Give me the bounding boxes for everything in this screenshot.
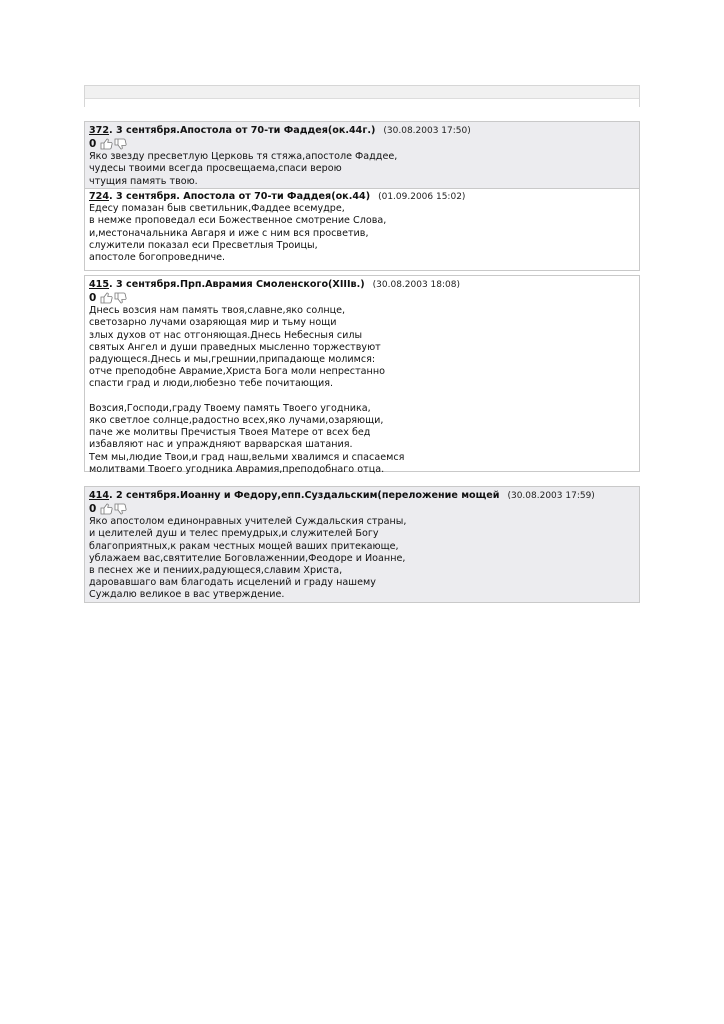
- thumbs-up-icon[interactable]: [100, 292, 113, 304]
- top-bar-divider: [85, 98, 639, 107]
- entry-header: [89, 279, 635, 291]
- top-bar: [84, 85, 640, 107]
- entry-724: [84, 189, 640, 271]
- entry-415: [84, 275, 640, 475]
- rating-row: [89, 502, 635, 516]
- thumbs-down-icon[interactable]: [114, 503, 127, 515]
- entry-text: Яко звезду пресветлую Церковь тя стяжа,апостоле Фаддее, чудесы твоими всегда просвещаема,спаси верою чтущия память твою.: [89, 151, 398, 187]
- entry-title: . 3 сентября.Апостола от 70-ти Фаддея(ок.44г.): [109, 125, 376, 136]
- entry-title: . 2 сентября.Иоанну и Федору,епп.Суздальским(переложение мощей: [109, 490, 500, 501]
- rating-row: [89, 291, 635, 305]
- entry-title: . 3 сентября. Апостола от 70-ти Фаддея(ок.44): [109, 191, 371, 202]
- entry-number-link[interactable]: 415: [89, 279, 110, 290]
- entry-text: Едесу помазан быв светильник,Фаддее всемудре, в немже проповедал еси Божественное смотрение Слова, и,местоначальника Авгаря и иже с ним вся просветив, служители показал еси Пресветлыя Троицы, апостоле богопроведниче.: [89, 203, 387, 264]
- entry-number-link[interactable]: 724: [89, 191, 110, 202]
- thumbs-up-icon[interactable]: [100, 138, 113, 150]
- thumbs-down-icon[interactable]: [114, 292, 127, 304]
- entry-date: (30.08.2003 18:08): [372, 280, 460, 290]
- entry-372: [84, 121, 640, 189]
- rating-score: 0: [89, 292, 97, 305]
- entry-header: [89, 490, 635, 502]
- entry-title: . 3 сентября.Прп.Аврамия Смоленского(XIIIв.): [109, 279, 365, 290]
- entry-header: [89, 125, 635, 137]
- rating-score: 0: [89, 138, 97, 151]
- entry-header: [89, 191, 635, 203]
- rating-score: 0: [89, 503, 97, 516]
- thumbs-up-icon[interactable]: [100, 503, 113, 515]
- entry-date: (30.08.2003 17:59): [507, 491, 595, 501]
- entry-414: [84, 486, 640, 603]
- entry-date: (01.09.2006 15:02): [378, 192, 466, 202]
- entry-text: Днесь возсия нам память твоя,славне,яко солнце, светозарно лучами озаряющая мир и тьму нощи злых духов от нас отгоняющая.Днесь Небесныя силы святых Ангел и души праведных мысленно торжествуют радующеся.Днесь и мы,грешнии,припадающе молимся: отче преподобне Аврамие,Христа Бога моли непрестанно спасти град и люди,любезно тебе почитающия. Возсия,Господи,граду Твоему память Твоего угодника, яко светлое солнце,радостно всех,яко лучами,озаряющи, паче же молитвы Пречистыя Твоея Матере от всех бед избавляют нас и упраждняют варварская шатания. Тем мы,людие Твои,и град наш,вельми хвалимся и спасаемся молитвами Твоего угодника Аврамия,преподобнаго отца.: [89, 305, 405, 475]
- entry-number-link[interactable]: 414: [89, 490, 110, 501]
- rating-row: [89, 137, 635, 151]
- entry-text: Яко апостолом единонравных учителей Суждальския страны, и целителей душ и телес премудрых,и служителей Богу благоприятных,к ракам честных мощей ваших притекающе, ублажаем вас,святителие Боговлаженнии,Феодоре и Иоанне, в песнех же и пениих,радующеся,славим Христа, даровавшаго вам благодать исцелений и граду нашему Суждалю великое в вас утверждение.: [89, 516, 407, 601]
- thumbs-down-icon[interactable]: [114, 138, 127, 150]
- entry-number-link[interactable]: 372: [89, 125, 110, 136]
- entry-date: (30.08.2003 17:50): [383, 126, 471, 136]
